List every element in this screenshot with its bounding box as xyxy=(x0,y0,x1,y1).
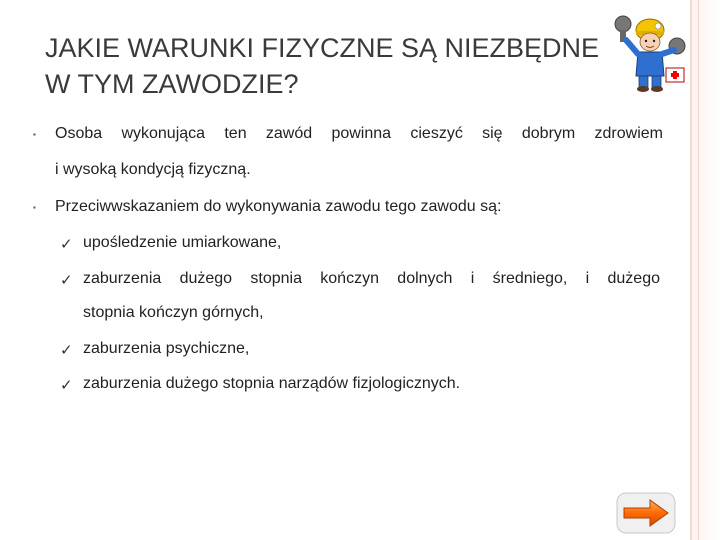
bullet-2-line-1: Przeciwwskazaniem do wykonywania zawodu tego zawodu są: xyxy=(55,198,502,215)
square-bullet-icon: ▪ xyxy=(33,203,36,212)
slide-title xyxy=(45,30,645,102)
square-bullet-icon: ▪ xyxy=(33,130,36,139)
worker-with-first-aid-kit-icon xyxy=(612,6,688,92)
next-slide-arrow-button[interactable] xyxy=(616,492,676,534)
subitem-3: zaburzenia psychiczne, xyxy=(83,340,250,357)
subitem-4: zaburzenia dużego stopnia narządów fizjologicznych. xyxy=(83,375,461,392)
slide-border-decoration xyxy=(690,0,720,540)
title-line-2: W TYM ZAWODZIE? xyxy=(45,69,299,99)
checkmark-icon: ✓ xyxy=(60,235,73,253)
title-line-1: JAKIE WARUNKI FIZYCZNE SĄ NIEZBĘDNE xyxy=(45,33,600,63)
bullet-1-line-2: i wysoką kondycją fizyczną. xyxy=(55,161,251,178)
checkmark-icon: ✓ xyxy=(60,271,73,289)
subitem-2-line-1: zaburzenia dużego stopnia kończyn dolnych i średniego, i dużego xyxy=(83,270,660,287)
subitem-1: upośledzenie umiarkowane, xyxy=(83,234,282,251)
checkmark-icon: ✓ xyxy=(60,341,73,359)
checkmark-icon: ✓ xyxy=(60,376,73,394)
subitem-2-line-2: stopnia kończyn górnych, xyxy=(83,304,264,321)
bullet-1-line-1: Osoba wykonująca ten zawód powinna cieszyć się dobrym zdrowiem xyxy=(55,125,663,142)
